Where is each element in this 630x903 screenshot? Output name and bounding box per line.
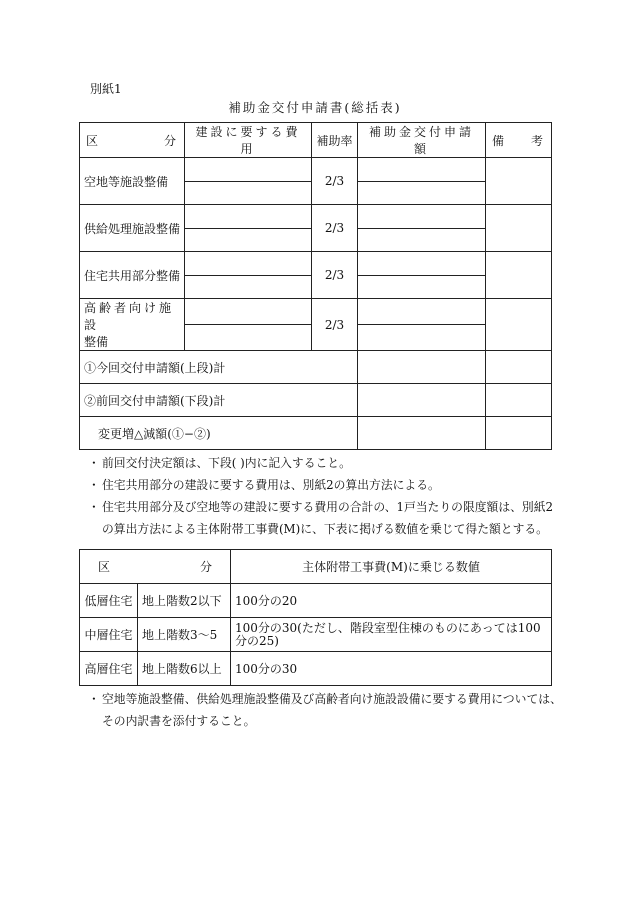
note-item: ・ 住宅共用部分及び空地等の建設に要する費用の合計の、1戸当たりの限度額は、別紙2 [92,496,562,518]
total-previous-note [486,384,552,417]
row-label-line1: 高齢者向け施設 [84,301,175,332]
floor-range: 地上階数3〜5 [138,618,231,652]
header-kubun [80,123,185,158]
multiplier-value: 100分の30(ただし、階段室型住棟のものにあっては100分の25) [231,618,552,652]
multiplier-header-kubun [80,550,231,584]
cost-cell [185,252,312,299]
header-amount: 補助金交付申請額 [358,123,486,158]
header-kubun-left: 区 [86,133,99,148]
change-row [80,417,552,450]
floor-range: 地上階数6以上 [138,652,231,686]
amount-cell [358,299,486,351]
building-type: 低層住宅 [80,584,138,618]
building-type: 中層住宅 [80,618,138,652]
row-label-line2: 整備 [84,335,109,349]
note-item: ・ 前回交付決定額は、下段( )内に記入すること。 [92,452,562,474]
change-label: 変更増△減額(①−②) [80,417,358,450]
table-row [80,584,552,618]
note-cell [486,252,552,299]
attachment-label: 別紙1 [90,82,122,96]
header-kubun-right: 分 [163,133,176,148]
multiplier-header-kubun-right: 分 [199,560,212,574]
note-item: ・ 空地等施設整備、供給処理施設整備及び高齢者向け施設設備に要する費用については、 [92,688,562,710]
total-current-label: ①今回交付申請額(上段)計 [80,351,358,384]
header-note [486,123,552,158]
building-type: 高層住宅 [80,652,138,686]
multiplier-value: 100分の20 [231,584,552,618]
cost-cell [185,299,312,351]
notes-block-2 [92,688,562,732]
table-row [80,158,552,205]
rate-cell: 2/3 [312,299,358,351]
total-current-amount [358,351,486,384]
amount-cell [358,205,486,252]
total-previous-amount [358,384,486,417]
note-item-continued: の算出方法による主体附帯工事費(M)に、下表に掲げる数値を乗じて得た額とする。 [102,522,548,536]
amount-cell [358,252,486,299]
table-row [80,252,552,299]
header-note-right: 考 [530,133,543,148]
total-current-row [80,351,552,384]
multiplier-header-value: 主体附帯工事費(M)に乗じる数値 [231,550,552,584]
total-current-note [486,351,552,384]
note-cell [486,158,552,205]
cost-cell [185,205,312,252]
row-label: 空地等施設整備 [80,158,185,205]
total-previous-row [80,384,552,417]
row-label [80,299,185,351]
summary-table [79,122,552,450]
header-note-left: 備 [492,133,505,148]
rate-cell: 2/3 [312,158,358,205]
rate-cell: 2/3 [312,252,358,299]
notes-block-1 [92,452,562,540]
floor-range: 地上階数2以下 [138,584,231,618]
multiplier-header-row [80,550,552,584]
note-cell [486,299,552,351]
amount-cell [358,158,486,205]
table-row [80,205,552,252]
note-item-continued: その内訳書を添付すること。 [102,714,256,728]
rate-cell: 2/3 [312,205,358,252]
document-title: 補助金交付申請書(総括表) [228,100,402,115]
table-row [80,652,552,686]
total-previous-label: ②前回交付申請額(下段)計 [80,384,358,417]
cost-cell [185,158,312,205]
multiplier-table [79,549,552,686]
multiplier-value: 100分の30 [231,652,552,686]
change-amount [358,417,486,450]
header-cost: 建設に要する費用 [185,123,312,158]
multiplier-header-kubun-left: 区 [98,560,111,574]
row-label: 住宅共用部分整備 [80,252,185,299]
table-row [80,299,552,351]
note-item: ・ 住宅共用部分の建設に要する費用は、別紙2の算出方法による。 [92,474,562,496]
header-rate: 補助率 [312,123,358,158]
table-row [80,618,552,652]
note-cell [486,205,552,252]
summary-header-row [80,123,552,158]
change-note [486,417,552,450]
row-label: 供給処理施設整備 [80,205,185,252]
